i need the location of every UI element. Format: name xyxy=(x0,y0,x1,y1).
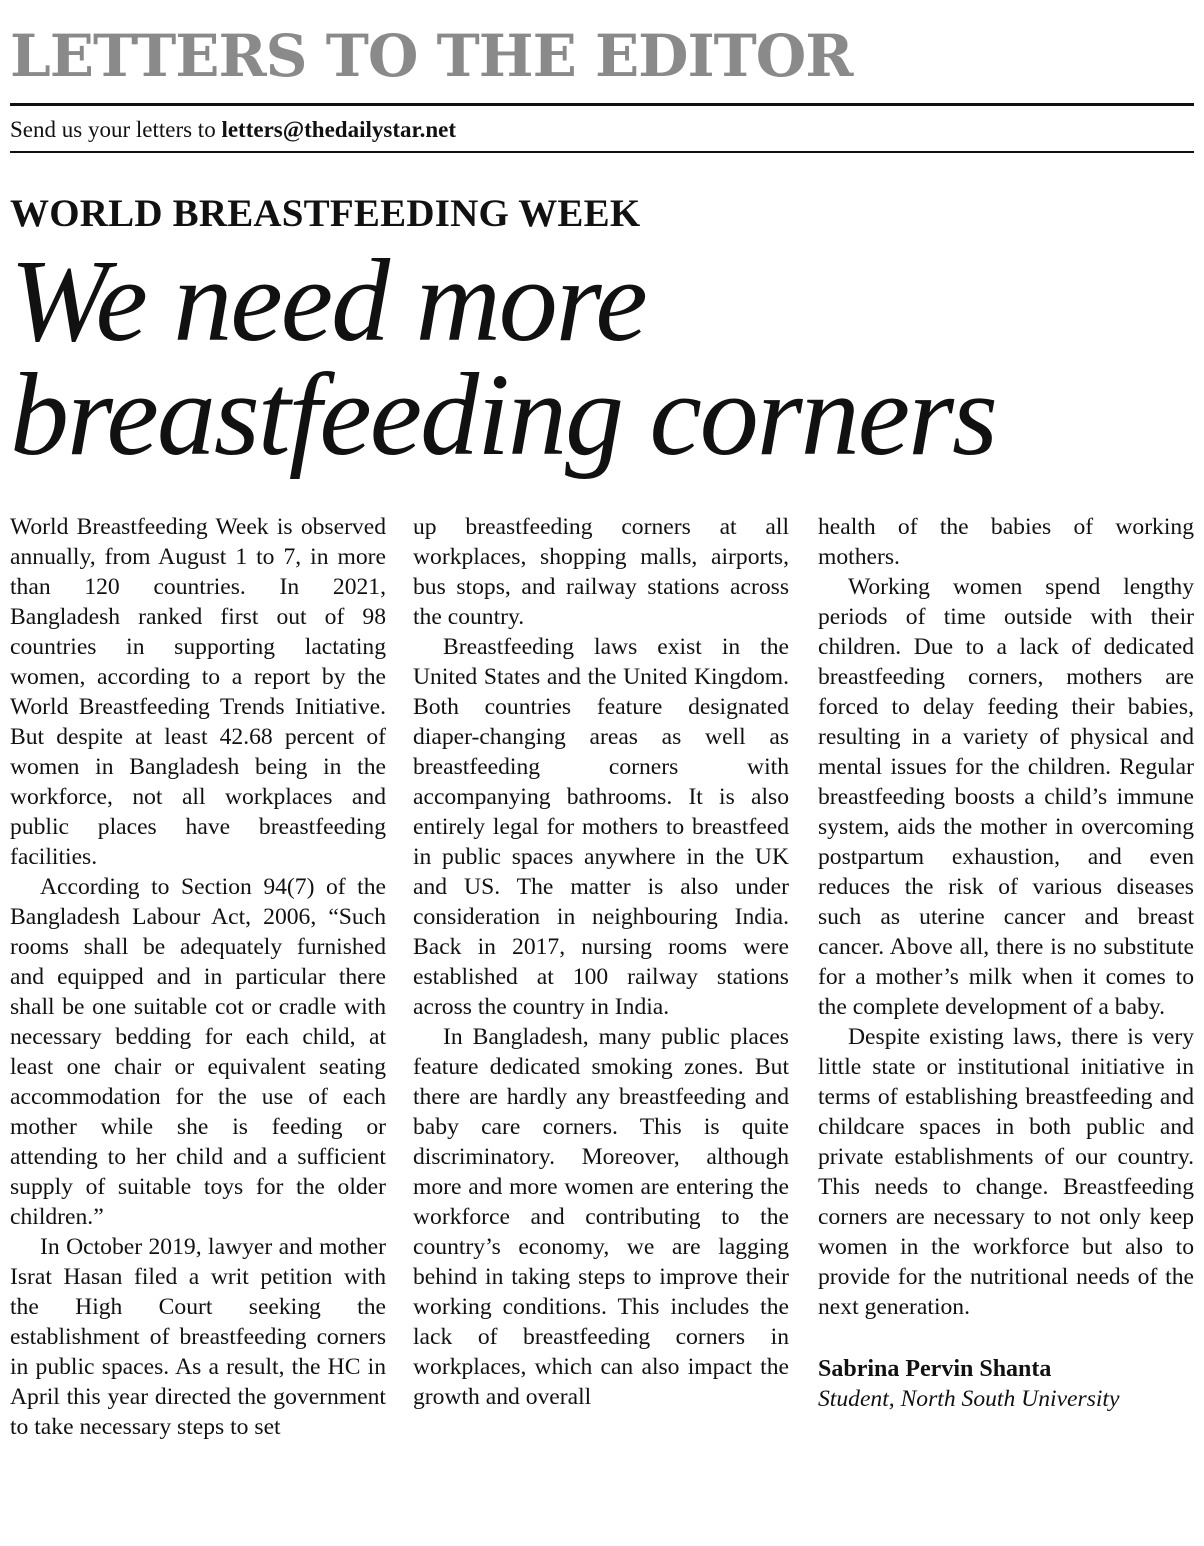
article-column-2 xyxy=(413,512,789,1542)
paragraph: Breastfeeding laws exist in the United States and the United Kingdom. Both countries feature designated diaper-changing areas as well as breastfeeding corners with accompanying bathrooms. It is also entirely legal for mothers to breastfeed in public spaces anywhere in the UK and US. The matter is also under consideration in neighbouring India. Back in 2017, nursing rooms were established at 100 railway stations across the country in India. xyxy=(413,634,789,1020)
headline-line-2: breastfeeding corners xyxy=(10,349,996,480)
header-rule xyxy=(10,103,1194,106)
article-column-3 xyxy=(818,512,1194,1542)
article-headline xyxy=(10,235,1200,480)
headline-line-1: We need more xyxy=(10,235,646,366)
subheader-rule xyxy=(10,151,1194,153)
paragraph: In Bangladesh, many public places feature dedicated smoking zones. But there are hardly any breastfeeding and baby care corners. This is quite discriminatory. Moreover, although more and more women are entering the workforce and contributing to the country’s economy, we are lagging behind in taking steps to improve their working conditions. This includes the lack of breastfeeding corners in workplaces, which can also impact the growth and overall xyxy=(413,1024,789,1410)
paragraph: In October 2019, lawyer and mother Israt Hasan filed a writ petition with the High Court seeking the establishment of breastfeeding corners in public spaces. As a result, the HC in April this year directed the government to take necessary steps to set xyxy=(10,1234,386,1440)
author-signature xyxy=(818,1354,1194,1414)
submission-email-link[interactable]: letters@thedailystar.net xyxy=(221,117,456,142)
paragraph: According to Section 94(7) of the Bangladesh Labour Act, 2006, “Such rooms shall be adequately furnished and equipped and in particular there shall be one suitable cot or cradle with necessary bedding for each child, at least one chair or equivalent seating accommodation for the use of each mother while she is feeding or attending to her child and a sufficient supply of suitable toys for the older children.” xyxy=(10,874,386,1230)
submission-note xyxy=(10,114,456,146)
paragraph: Despite existing laws, there is very little state or institutional initiative in terms of establishing breastfeeding and childcare spaces in both public and private establishments of our country. This needs to change. Breastfeeding corners are necessary to not only keep women in the workforce but also to provide for the nutritional needs of the next generation. xyxy=(818,1024,1194,1320)
author-role: Student, North South University xyxy=(818,1386,1120,1412)
section-title: LETTERS TO THE EDITOR xyxy=(10,22,853,90)
paragraph: World Breastfeeding Week is observed annually, from August 1 to 7, in more than 120 countries. In 2021, Bangladesh ranked first out of 98 countries in supporting lactating women, according to a report by the World Breastfeeding Trends Initiative. But despite at least 42.68 percent of women in Bangladesh being in the workforce, not all workplaces and public places have breastfeeding facilities. xyxy=(10,514,386,870)
paragraph: Working women spend lengthy periods of time outside with their children. Due to a lack of dedicated breastfeeding corners, mothers are forced to delay feeding their babies, resulting in a variety of physical and mental issues for the children. Regular breastfeeding boosts a child’s immune system, aids the mother in overcoming postpartum exhaustion, and even reduces the risk of various diseases such as uterine cancer and breast cancer. Above all, there is no substitute for a mother’s milk when it comes to the complete development of a baby. xyxy=(818,574,1194,1020)
author-name: Sabrina Pervin Shanta xyxy=(818,1356,1052,1382)
paragraph: up breastfeeding corners at all workplaces, shopping malls, airports, bus stops, and railway stations across the country. xyxy=(413,514,789,630)
article-column-1 xyxy=(10,512,386,1542)
submission-prefix: Send us your letters to xyxy=(10,117,222,142)
article-kicker: WORLD BREASTFEEDING WEEK xyxy=(10,192,641,235)
paragraph: health of the babies of working mothers. xyxy=(818,514,1194,570)
